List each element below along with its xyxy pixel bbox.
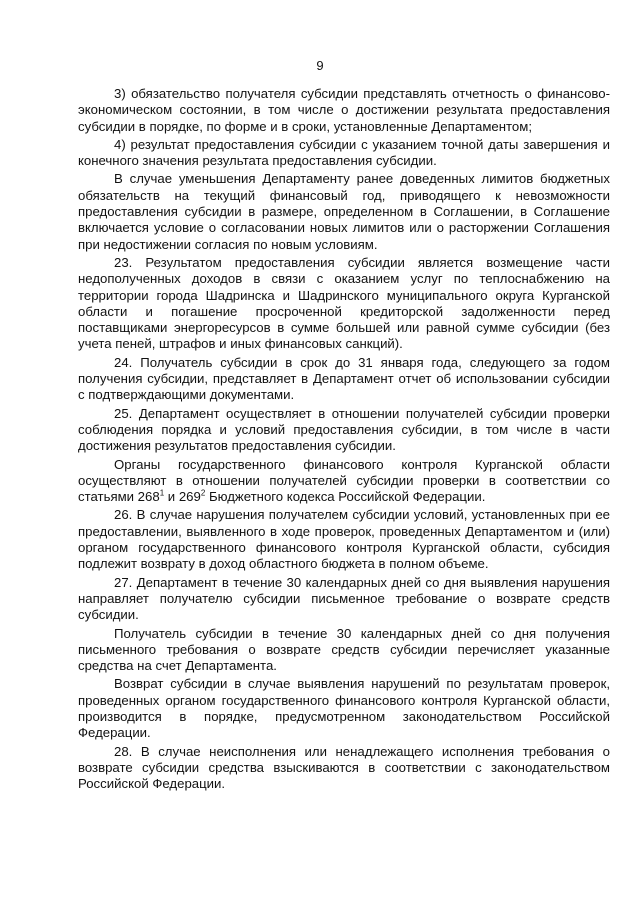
paragraph-item-4: 4) результат предоставления субсидии с указанием точной даты завершения и конечного значения результата предоставления субсидии. — [78, 136, 610, 169]
control-text-before: Органы государственного финансового контроля Курганской области осуществляют в отношении получателей субсидии проверки в соответствии со статьями 268 — [78, 456, 610, 505]
control-text-mid: и 269 — [164, 489, 201, 505]
document-body — [78, 86, 610, 794]
paragraph-25: 25. Департамент осуществляет в отношении получателей субсидии проверки соблюдения порядка и условий предоставления субсидии, в том числе в части достижения результатов предоставления субсидии. — [78, 405, 610, 454]
paragraph-27: 27. Департамент в течение 30 календарных дней со дня выявления нарушения направляет получателю субсидии письменное требование о возврате средств субсидии. — [78, 574, 610, 623]
paragraph-26: 26. В случае нарушения получателем субсидии условий, установленных при ее предоставлении, выявленного в ходе проверок, проведенных Департаментом и (или) органом государственного финансового контроля Курганской области, субсидия подлежит возврату в доход областного бюджета в полном объеме. — [78, 507, 610, 572]
footnote-sup-2: 2 — [200, 488, 206, 498]
paragraph-limits-reduction: В случае уменьшения Департаменту ранее доведенных лимитов бюджетных обязательств на текущий финансовый год, приводящего к невозможности предоставления субсидии в размере, определенном в Соглашении, в Соглашение включается условие о согласовании новых лимитов или о расторжении Соглашения при недостижении согласия по новым условиям. — [78, 171, 610, 252]
paragraph-refund-transfer: Получатель субсидии в течение 30 календарных дней со дня получения письменного требования о возврате средств субсидии перечисляет указанные средства на счет Департамента. — [78, 625, 610, 674]
page-number: 9 — [316, 58, 324, 73]
paragraph-financial-control — [78, 457, 610, 506]
paragraph-28: 28. В случае неисполнения или ненадлежащего исполнения требования о возврате субсидии средства взыскиваются в соответствии с законодательством Российской Федерации. — [78, 743, 610, 792]
paragraph-23: 23. Результатом предоставления субсидии является возмещение части недополученных доходов в связи с оказанием услуг по теплоснабжению на территории города Шадринска и Шадринского муниципального округа Курганской области и погашение просроченной кредиторской задолженности перед поставщиками энергоресурсов в сумме большей или равной сумме субсидии (без учета пеней, штрафов и иных финансовых санкций). — [78, 254, 610, 352]
paragraph-24: 24. Получатель субсидии в срок до 31 января года, следующего за годом получения субсидии, представляет в Департамент отчет об использовании субсидии с подтверждающими документами. — [78, 354, 610, 403]
footnote-sup-1: 1 — [159, 488, 165, 498]
paragraph-item-3: 3) обязательство получателя субсидии представлять отчетность о финансово-экономическом состоянии, в том числе о достижении результата предоставления субсидии в порядке, по форме и в сроки, установленные Департаментом; — [78, 86, 610, 134]
paragraph-refund-procedure: Возврат субсидии в случае выявления нарушений по результатам проверок, проведенных органом государственного финансового контроля Курганской области, производится в порядке, предусмотренном законодательством Российской Федерации. — [78, 676, 610, 741]
control-text-after: Бюджетного кодекса Российской Федерации. — [205, 489, 486, 505]
